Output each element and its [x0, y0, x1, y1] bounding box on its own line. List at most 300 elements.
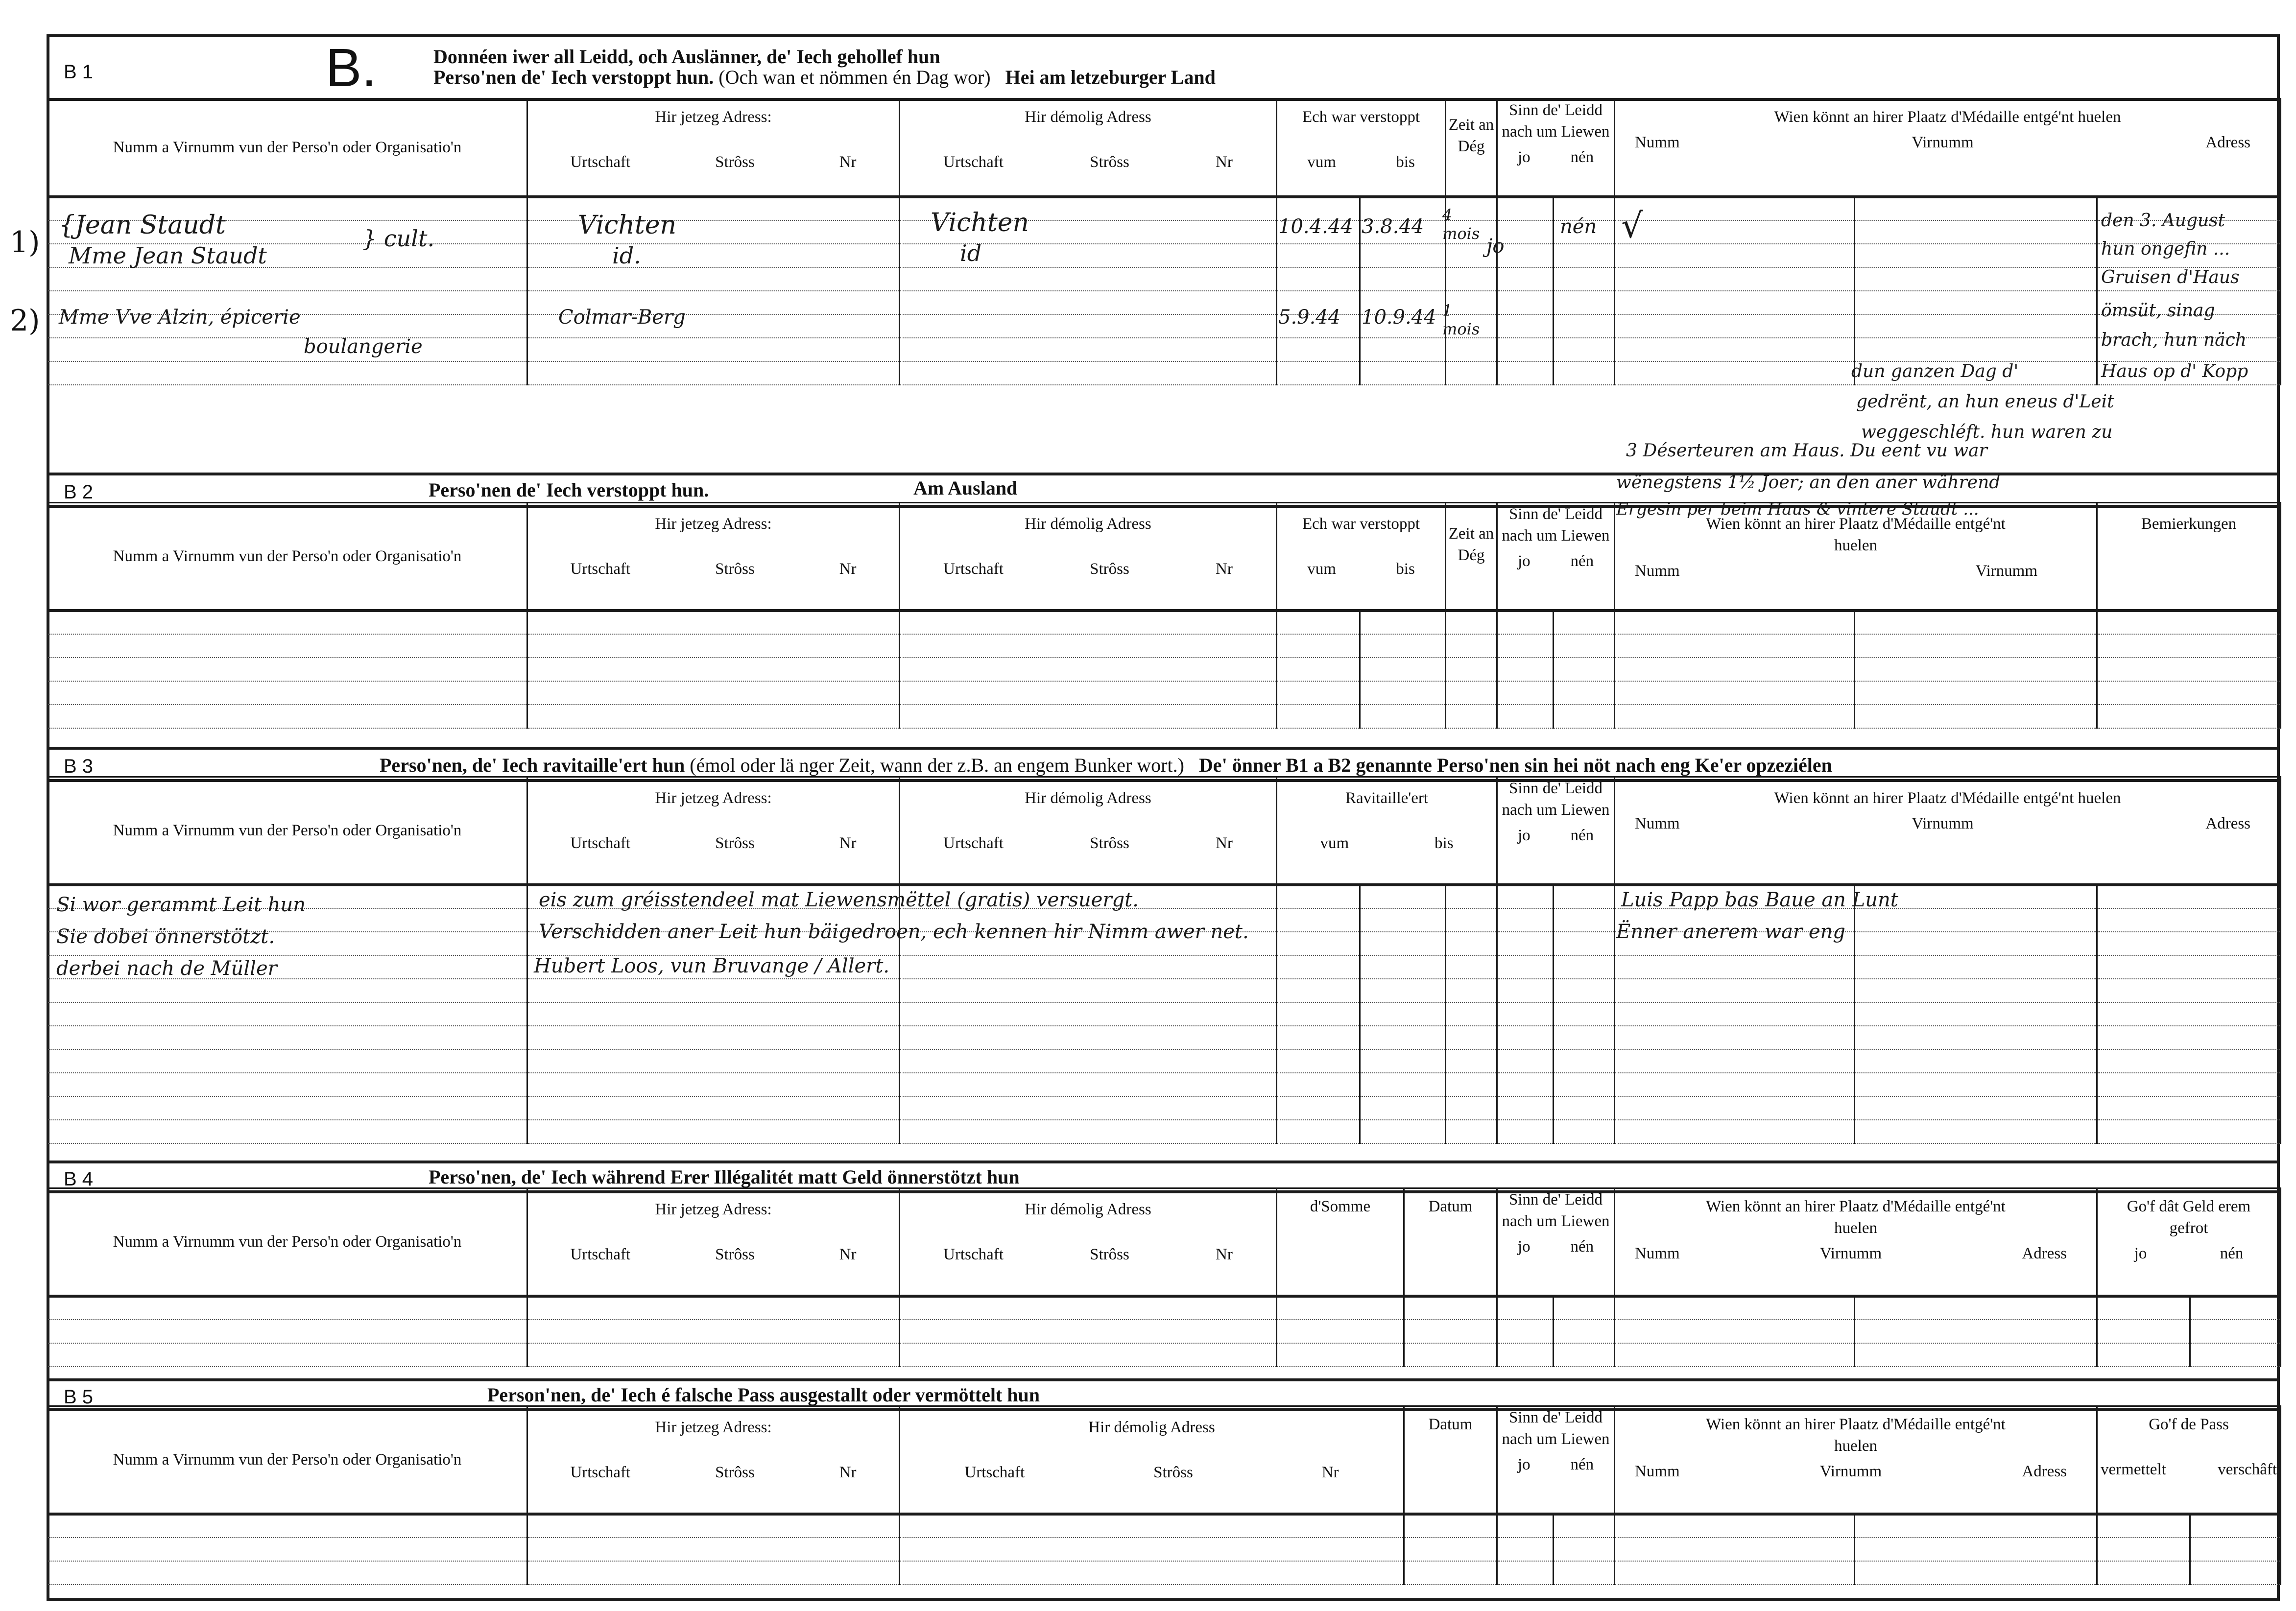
form-cell — [1446, 1026, 1497, 1049]
form-cell — [1446, 705, 1497, 728]
form-cell — [48, 634, 527, 658]
form-cell — [527, 267, 900, 291]
form-cell — [1554, 1026, 1615, 1049]
form-cell — [1554, 885, 1615, 908]
table-row — [48, 1049, 2281, 1073]
table-row — [48, 291, 2281, 314]
form-cell — [48, 1120, 527, 1143]
form-cell — [1360, 681, 1446, 705]
form-cell — [2097, 1096, 2281, 1120]
form-cell — [1855, 1514, 2097, 1538]
table-row — [48, 1538, 2281, 1561]
form-cell — [1277, 681, 1360, 705]
form-cell — [1360, 955, 1446, 979]
form-cell — [1360, 908, 1446, 932]
header-ravitaille: Ravitaille'ert vum bis — [1277, 777, 1497, 885]
form-cell — [48, 1320, 527, 1343]
hand-b3: Si wor gerammt Leit hun — [56, 894, 306, 916]
form-cell — [1446, 611, 1497, 634]
hand-b3: Hubert Loos, vun Bruvange / Allert. — [534, 955, 890, 977]
form-cell — [1615, 197, 1855, 220]
hand-date: 5.9.44 — [1278, 306, 1341, 329]
form-cell — [48, 1026, 527, 1049]
form-cell — [48, 1538, 527, 1561]
form-cell — [900, 1120, 1277, 1143]
table-row — [48, 777, 2281, 885]
form-cell — [48, 611, 527, 634]
form-cell — [1554, 705, 1615, 728]
table-row — [48, 1188, 2281, 1296]
table-row — [48, 267, 2281, 291]
table-row — [48, 1120, 2281, 1143]
form-cell — [1497, 1096, 1554, 1120]
form-cell — [1554, 611, 1615, 634]
form-cell — [2190, 1320, 2281, 1343]
form-cell — [1554, 291, 1615, 314]
form-cell — [48, 361, 527, 385]
form-cell — [1554, 1343, 1615, 1367]
table-row — [48, 705, 2281, 728]
form-cell — [1554, 267, 1615, 291]
hand-b3: eis zum gréisstendeel mat Liewensmëttel (gratis) versuergt. — [539, 889, 1139, 911]
form-cell — [1446, 634, 1497, 658]
form-cell — [2190, 1296, 2281, 1320]
hand-city: id. — [612, 242, 641, 269]
form-cell — [48, 979, 527, 1002]
form-cell — [1855, 705, 2097, 728]
table-row — [48, 658, 2281, 681]
form-cell — [527, 1026, 900, 1049]
form-cell — [1554, 955, 1615, 979]
form-cell — [900, 1514, 1404, 1538]
form-cell — [1615, 291, 1855, 314]
section-b2 — [47, 473, 2280, 747]
section-code: B 3 — [64, 756, 94, 777]
form-cell — [1446, 658, 1497, 681]
form-cell — [2097, 634, 2281, 658]
form-cell — [1277, 979, 1360, 1002]
form-cell — [1277, 338, 1360, 361]
table-row — [48, 1320, 2281, 1343]
form-cell — [1554, 634, 1615, 658]
form-cell — [1360, 634, 1446, 658]
b2-table — [47, 502, 2281, 729]
form-cell — [527, 361, 900, 385]
form-cell — [1615, 979, 1855, 1002]
form-cell — [48, 705, 527, 728]
form-cell — [1497, 1120, 1554, 1143]
form-cell — [1615, 611, 1855, 634]
section-b4 — [47, 1161, 2280, 1381]
form-cell — [527, 244, 900, 267]
header-hidden: Ech war verstoppt vum bis — [1277, 99, 1446, 197]
form-cell — [1497, 291, 1554, 314]
form-cell — [2097, 955, 2281, 979]
form-cell — [48, 1049, 527, 1073]
form-cell — [1446, 1096, 1497, 1120]
form-cell — [900, 1026, 1277, 1049]
form-cell — [48, 658, 527, 681]
form-cell — [900, 1049, 1277, 1073]
form-cell — [1404, 1343, 1497, 1367]
form-cell — [1360, 1049, 1446, 1073]
form-cell — [1855, 908, 2097, 932]
form-cell — [1277, 1026, 1360, 1049]
header-days: Zeit an Dég — [1446, 503, 1497, 611]
hand-name: {Jean Staudt — [59, 211, 226, 240]
form-cell — [1404, 1320, 1497, 1343]
row-marker: 2) — [10, 304, 40, 338]
header-medal: Wien könnt an hirer Plaatz d'Médaille entgé'nt huelen Numm Virnumm Adress — [1615, 99, 2281, 197]
b3-table — [47, 776, 2281, 1144]
form-cell — [1404, 1561, 1497, 1585]
form-cell — [48, 1073, 527, 1096]
form-cell — [527, 979, 900, 1002]
header-sum: d'Somme — [1277, 1188, 1404, 1296]
form-cell — [1446, 1049, 1497, 1073]
form-cell — [2097, 1073, 2281, 1096]
hand-remark: hun ongefin ... — [2101, 239, 2230, 259]
form-cell — [1615, 658, 1855, 681]
form-cell — [1855, 1538, 2097, 1561]
form-cell — [527, 1538, 900, 1561]
hand-remark: 3 Déserteuren am Haus. Du eent vu war — [1626, 441, 1987, 461]
header-current-address: Hir jetzeg Adress: Urtschaft Strôss Nr — [527, 777, 900, 885]
form-cell — [1497, 1561, 1554, 1585]
form-cell — [1277, 1343, 1404, 1367]
form-cell — [900, 1561, 1404, 1585]
header-alive: Sinn de' Leidd nach um Liewen jo nén — [1497, 1188, 1615, 1296]
form-cell — [48, 1296, 527, 1320]
table-row — [48, 1296, 2281, 1320]
form-cell — [1855, 1320, 2097, 1343]
hand-name: boulangerie — [304, 335, 423, 358]
form-cell — [1615, 1049, 1855, 1073]
header-former-address: Hir démolig Adress Urtschaft Strôss Nr — [900, 1188, 1277, 1296]
section-title: Perso'nen de' Iech verstoppt hun. — [429, 479, 709, 501]
section-code: B 2 — [64, 481, 94, 503]
form-cell — [1855, 338, 2097, 361]
header-days: Zeit an Dég — [1446, 99, 1497, 197]
form-cell — [2097, 932, 2281, 955]
hand-check: √ — [1621, 206, 1643, 246]
form-cell — [1615, 1096, 1855, 1120]
form-cell — [1554, 1320, 1615, 1343]
form-cell — [1497, 681, 1554, 705]
header-former-address: Hir démolig Adress Urtschaft Strôss Nr — [900, 777, 1277, 885]
form-cell — [1497, 220, 1554, 244]
header-medal: Wien könnt an hirer Plaatz d'Médaille entgé'nt huelen Numm Virnumm Adress — [1615, 1188, 2097, 1296]
header-money-back: Go'f dât Geld erem gefrot jo nén — [2097, 1188, 2281, 1296]
form-cell — [1554, 1049, 1615, 1073]
b4-table — [47, 1187, 2281, 1367]
form-cell — [2097, 908, 2281, 932]
form-cell — [1277, 1320, 1404, 1343]
form-cell — [1277, 1073, 1360, 1096]
header-alive: Sinn de' Leidd nach um Liewen jo nén — [1497, 777, 1615, 885]
form-cell — [527, 1343, 900, 1367]
form-cell — [900, 681, 1277, 705]
form-cell — [1554, 244, 1615, 267]
form-cell — [1615, 361, 1855, 385]
form-cell — [1497, 1073, 1554, 1096]
form-cell — [900, 634, 1277, 658]
form-cell — [1554, 1296, 1615, 1320]
form-cell — [2097, 1002, 2281, 1026]
form-cell — [527, 681, 900, 705]
form-cell — [48, 338, 527, 361]
form-cell — [527, 634, 900, 658]
form-cell — [1855, 1096, 2097, 1120]
hand-b3: Luis Papp bas Baue an Lunt — [1621, 889, 1898, 911]
form-cell — [1615, 314, 1855, 338]
form-cell — [1615, 1026, 1855, 1049]
hand-date: 3.8.44 — [1362, 215, 1424, 238]
table-row — [48, 99, 2281, 197]
table-row — [48, 1406, 2281, 1514]
form-cell — [900, 338, 1277, 361]
form-cell — [2097, 681, 2281, 705]
form-letter: B. — [326, 38, 377, 98]
form-cell — [1855, 244, 2097, 267]
form-cell — [1554, 908, 1615, 932]
form-cell — [900, 244, 1277, 267]
form-cell — [900, 1002, 1277, 1026]
form-cell — [1855, 1561, 2097, 1585]
form-cell — [1360, 979, 1446, 1002]
form-cell — [900, 1538, 1404, 1561]
form-cell — [1497, 267, 1554, 291]
hand-remark: gedrënt, an hun eneus d'Leit — [1856, 392, 2114, 412]
form-cell — [1615, 1120, 1855, 1143]
form-cell — [1360, 885, 1446, 908]
form-cell — [900, 1320, 1277, 1343]
form-cell — [1554, 1096, 1615, 1120]
form-cell — [1277, 267, 1360, 291]
form-cell — [527, 1120, 900, 1143]
hand-city: Colmar-Berg — [558, 306, 686, 329]
header-former-address: Hir démolig Adress Urtschaft Strôss Nr — [900, 503, 1277, 611]
form-cell — [900, 658, 1277, 681]
form-cell — [1855, 1073, 2097, 1096]
form-cell — [1554, 338, 1615, 361]
form-cell — [1277, 658, 1360, 681]
form-cell — [1497, 634, 1554, 658]
form-cell — [1446, 681, 1497, 705]
header-medal: Wien könnt an hirer Plaatz d'Médaille entgé'nt huelen Numm Virnumm Adress — [1615, 1406, 2097, 1514]
table-row — [48, 503, 2281, 611]
hand-remark: den 3. August — [2101, 211, 2225, 231]
form-cell — [1497, 1049, 1554, 1073]
form-cell — [1615, 220, 1855, 244]
form-cell — [1497, 314, 1554, 338]
form-cell — [1497, 1538, 1554, 1561]
form-cell — [1446, 338, 1497, 361]
form-cell — [1855, 220, 2097, 244]
table-row — [48, 1073, 2281, 1096]
form-cell — [1277, 1296, 1404, 1320]
header-current-address: Hir jetzeg Adress: Urtschaft Strôss Nr — [527, 1406, 900, 1514]
header-former-address: Hir démolig Adress Urtschaft Strôss Nr — [900, 99, 1277, 197]
header-name: Numm a Virnumm vun der Perso'n oder Organisatio'n — [48, 1188, 527, 1296]
hand-days: 4 mois — [1442, 206, 1480, 243]
form-cell — [1497, 979, 1554, 1002]
form-cell — [48, 1561, 527, 1585]
table-row — [48, 1514, 2281, 1538]
table-row — [48, 979, 2281, 1002]
form-cell — [2097, 611, 2281, 634]
header-current-address: Hir jetzeg Adress: Urtschaft Strôss Nr — [527, 503, 900, 611]
form-cell — [527, 1002, 900, 1026]
form-cell — [900, 314, 1277, 338]
hand-nen: nén — [1560, 215, 1597, 238]
hand-remark: ömsüt, sinag — [2101, 301, 2215, 321]
form-cell — [1615, 1343, 1855, 1367]
form-cell — [1615, 244, 1855, 267]
form-cell — [1554, 1514, 1615, 1538]
form-cell — [1360, 244, 1446, 267]
hand-city: Vichten — [931, 208, 1029, 237]
form-cell — [1277, 908, 1360, 932]
form-cell — [900, 1096, 1277, 1120]
form-cell — [1855, 1002, 2097, 1026]
form-cell — [527, 338, 900, 361]
form-cell — [1360, 1096, 1446, 1120]
form-cell — [1615, 1538, 1855, 1561]
form-cell — [1497, 361, 1554, 385]
header-alive: Sinn de' Leidd nach um Liewen jo nén — [1497, 99, 1615, 197]
form-cell — [2190, 1538, 2281, 1561]
form-cell — [1446, 932, 1497, 955]
form-cell — [900, 705, 1277, 728]
form-cell — [1855, 955, 2097, 979]
form-cell — [2097, 1320, 2190, 1343]
form-cell — [527, 1514, 900, 1538]
form-cell — [2097, 885, 2281, 908]
form-cell — [1615, 1296, 1855, 1320]
header-name: Numm a Virnumm vun der Perso'n oder Organisatio'n — [48, 503, 527, 611]
form-cell — [900, 361, 1277, 385]
hand-remark: Gruisen d'Haus — [2101, 267, 2240, 287]
form-cell — [1497, 197, 1554, 220]
header-current-address: Hir jetzeg Adress: Urtschaft Strôss Nr — [527, 99, 900, 197]
form-cell — [1615, 634, 1855, 658]
section-title: Person'nen, de' Iech é falsche Pass ausgestallt oder vermöttelt hun — [487, 1384, 1040, 1406]
header-current-address: Hir jetzeg Adress: Urtschaft Strôss Nr — [527, 1188, 900, 1296]
form-cell — [1360, 611, 1446, 634]
form-cell — [527, 611, 900, 634]
form-cell — [48, 1002, 527, 1026]
form-cell — [1615, 1073, 1855, 1096]
section-code: B 4 — [64, 1168, 94, 1190]
form-cell — [1497, 932, 1554, 955]
b5-table — [47, 1405, 2281, 1585]
form-cell — [900, 291, 1277, 314]
form-cell — [1497, 244, 1554, 267]
form-cell — [1615, 1320, 1855, 1343]
hand-remark: Ergesin per beim Haus & vintere Staudt ... — [1616, 499, 1979, 519]
table-row — [48, 634, 2281, 658]
hand-name: Mme Vve Alzin, épicerie — [59, 306, 301, 329]
section-title-line2: Perso'nen de' Iech verstoppt hun. (Och wan et nömmen én Dag wor) Hei am letzeburger Land — [433, 66, 1216, 88]
form-cell — [1497, 1320, 1554, 1343]
header-pass: Go'f de Pass vermettelt verschâft — [2097, 1406, 2281, 1514]
form-cell — [1554, 1002, 1615, 1026]
hand-b3: Verschidden aner Leit hun bäigedroen, ech kennen hir Nimm awer net. — [539, 921, 1249, 943]
form-cell — [1360, 267, 1446, 291]
form-cell — [2097, 658, 2281, 681]
header-name: Numm a Virnumm vun der Perso'n oder Organisatio'n — [48, 99, 527, 197]
form-cell — [1360, 361, 1446, 385]
form-cell — [2190, 1514, 2281, 1538]
form-cell — [1855, 314, 2097, 338]
form-cell — [1360, 1073, 1446, 1096]
header-medal: Wien könnt an hirer Plaatz d'Médaille entgé'nt huelen Numm Virnumm — [1615, 503, 2097, 611]
form-cell — [1615, 681, 1855, 705]
form-cell — [1554, 658, 1615, 681]
form-cell — [1615, 1561, 1855, 1585]
form-cell — [1360, 338, 1446, 361]
form-cell — [527, 1096, 900, 1120]
form-cell — [527, 1049, 900, 1073]
hand-remark: brach, hun näch — [2101, 330, 2247, 350]
hand-name: Mme Jean Staudt — [69, 242, 267, 269]
form-cell — [1497, 1026, 1554, 1049]
form-cell — [1446, 361, 1497, 385]
form-cell — [1277, 885, 1360, 908]
form-cell — [48, 1096, 527, 1120]
form-cell — [1277, 1002, 1360, 1026]
form-cell — [1855, 1343, 2097, 1367]
header-date: Datum — [1404, 1188, 1497, 1296]
header-name: Numm a Virnumm vun der Perso'n oder Organisatio'n — [48, 777, 527, 885]
form-cell — [527, 705, 900, 728]
table-row — [48, 611, 2281, 634]
table-row — [48, 197, 2281, 220]
form-cell — [2097, 1120, 2281, 1143]
form-cell — [527, 1073, 900, 1096]
form-cell — [900, 611, 1277, 634]
hand-remark: weggeschléft. hun waren zu — [1861, 422, 2113, 442]
table-row — [48, 314, 2281, 338]
form-cell — [900, 267, 1277, 291]
form-cell — [48, 267, 527, 291]
form-cell — [1277, 1049, 1360, 1073]
form-cell — [1277, 1120, 1360, 1143]
form-cell — [2097, 1343, 2190, 1367]
hand-city: Vichten — [578, 211, 677, 240]
form-cell — [1554, 1538, 1615, 1561]
form-cell — [1277, 611, 1360, 634]
form-cell — [1446, 908, 1497, 932]
form-cell — [1277, 244, 1360, 267]
form-cell — [1855, 197, 2097, 220]
form-cell — [527, 658, 900, 681]
form-cell — [1277, 955, 1360, 979]
form-cell — [1360, 932, 1446, 955]
form-cell — [2097, 1514, 2190, 1538]
form-cell — [1497, 658, 1554, 681]
section-title-line1: Donnéen iwer all Leidd, och Auslänner, de' Iech gehollef hun — [433, 46, 940, 68]
hand-days: 1 mois — [1442, 301, 1480, 338]
hand-jo: jo — [1486, 235, 1505, 258]
form-cell — [1554, 979, 1615, 1002]
form-cell — [1615, 1002, 1855, 1026]
table-row — [48, 1026, 2281, 1049]
form-cell — [900, 955, 1277, 979]
form-cell — [1360, 705, 1446, 728]
form-cell — [1855, 932, 2097, 955]
